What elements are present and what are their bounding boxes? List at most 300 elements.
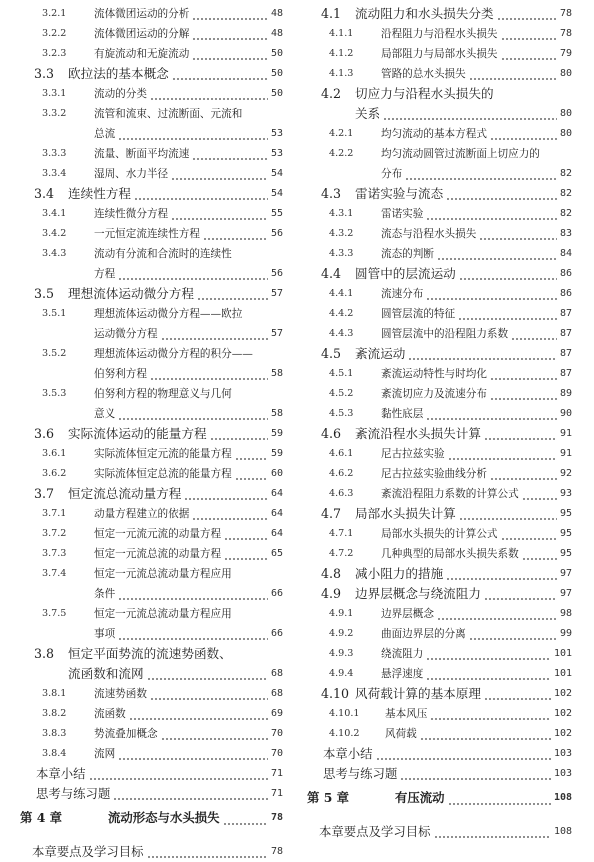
leader-dots	[459, 504, 557, 524]
page-number: 102	[553, 728, 572, 739]
section-number: 4.3.3	[329, 248, 354, 259]
section-number: 4.1.3	[329, 68, 354, 79]
toc-entry	[20, 744, 283, 764]
section-number: 4.7.1	[329, 528, 354, 539]
leader-dots	[192, 44, 268, 64]
toc-entry	[307, 584, 572, 604]
section-number: 3.8.1	[42, 688, 67, 699]
section-title: 实际流体恒定总流的能量方程	[94, 468, 232, 480]
section-number: 3.2.1	[42, 8, 67, 19]
leader-dots	[522, 544, 557, 564]
toc-entry	[307, 444, 572, 464]
toc-entry	[307, 504, 572, 524]
leader-dots	[172, 64, 268, 84]
section-title: 雷诺实验与流态	[355, 186, 444, 201]
page-number: 87	[559, 328, 572, 339]
leader-dots	[118, 624, 268, 644]
page-number: 54	[270, 188, 283, 199]
chapter-intro-entry	[307, 820, 572, 842]
page-number: 95	[559, 548, 572, 559]
section-title: 总流	[94, 128, 116, 140]
leader-dots	[118, 264, 268, 284]
toc-entry	[307, 124, 572, 144]
section-number: 第 5 章	[307, 790, 350, 805]
section-title: 悬浮速度	[381, 668, 424, 680]
section-number: 4.6.3	[329, 488, 354, 499]
leader-dots	[376, 744, 551, 764]
leader-dots	[426, 284, 557, 304]
section-number: 4.9.3	[329, 648, 354, 659]
leader-dots	[161, 324, 268, 344]
toc-entry	[307, 164, 572, 184]
page-number: 79	[559, 48, 572, 59]
section-title: 势流叠加概念	[94, 728, 158, 740]
page-number: 97	[559, 568, 572, 579]
section-title: 伯努利方程的物理意义与几何	[94, 388, 232, 400]
page-number: 82	[559, 188, 572, 199]
leader-dots	[511, 324, 557, 344]
toc-entry	[20, 704, 283, 724]
page-number: 80	[559, 128, 572, 139]
leader-dots	[437, 604, 557, 624]
leader-dots	[118, 124, 268, 144]
leader-dots	[420, 724, 551, 744]
section-title: 流动阻力和水头损失分类	[355, 6, 494, 21]
leader-dots	[192, 144, 268, 164]
section-title: 一元恒定流连续性方程	[94, 228, 200, 240]
page-number: 83	[559, 228, 572, 239]
section-title: 圆管层流的特征	[381, 308, 456, 320]
section-number: 3.2.3	[42, 48, 67, 59]
toc-entry	[20, 124, 283, 144]
toc-entry	[307, 564, 572, 584]
toc-entry	[20, 404, 283, 424]
section-number: 3.8.2	[42, 708, 67, 719]
page-number: 66	[270, 628, 283, 639]
section-title: 紊流沿程阻力系数的计算公式	[381, 488, 519, 500]
toc-entry	[20, 424, 283, 444]
section-number: 4.5.3	[329, 408, 354, 419]
section-title: 流态的判断	[381, 248, 434, 260]
section-number: 3.3	[34, 66, 55, 81]
section-title: 本章要点及学习目标	[32, 844, 144, 859]
section-number: 4.1.2	[329, 48, 354, 59]
page-number: 48	[270, 8, 283, 19]
section-number: 3.3.1	[42, 88, 67, 99]
leader-dots	[400, 764, 551, 784]
section-title: 关系	[355, 106, 381, 121]
leader-dots	[448, 444, 557, 464]
section-number: 4.5	[321, 346, 342, 361]
section-title: 流速分布	[381, 288, 424, 300]
leader-dots	[150, 684, 268, 704]
section-number: 3.4.3	[42, 248, 67, 259]
page-number: 64	[270, 488, 283, 499]
page-number: 84	[559, 248, 572, 259]
section-title: 基本风压	[385, 708, 428, 720]
page-number: 64	[270, 508, 283, 519]
leader-dots	[147, 842, 268, 862]
section-number: 4.6.2	[329, 468, 354, 479]
toc-entry	[307, 364, 572, 384]
section-number: 4.10.2	[329, 728, 360, 739]
section-title: 湿周、水力半径	[94, 168, 169, 180]
toc-entry	[20, 664, 283, 684]
section-number: 3.5.1	[42, 308, 67, 319]
toc-entry	[307, 344, 572, 364]
section-title: 运动微分方程	[94, 328, 158, 340]
toc-entry	[20, 364, 283, 384]
page-number: 71	[270, 768, 283, 779]
toc-entry	[307, 744, 572, 764]
section-number: 4.1.1	[329, 28, 354, 39]
toc-entry	[307, 724, 572, 744]
leader-dots	[490, 384, 557, 404]
section-number: 3.3.3	[42, 148, 67, 159]
section-title: 动量方程建立的依据	[94, 508, 190, 520]
leader-dots	[426, 404, 557, 424]
toc-entry	[307, 84, 572, 104]
leader-dots	[426, 644, 551, 664]
leader-dots	[150, 364, 268, 384]
leader-dots	[448, 784, 551, 812]
page-number: 91	[559, 448, 572, 459]
section-title: 流量、断面平均流速	[94, 148, 190, 160]
toc-entry	[307, 404, 572, 424]
toc-entry	[20, 344, 283, 364]
page-number: 95	[559, 528, 572, 539]
page-number: 99	[559, 628, 572, 639]
section-title: 流速势函数	[94, 688, 147, 700]
leader-dots	[469, 64, 557, 84]
section-title: 均匀流动的基本方程式	[381, 128, 487, 140]
section-title: 紊流运动	[355, 346, 406, 361]
section-title: 条件	[94, 588, 116, 600]
toc-entry	[307, 24, 572, 44]
section-title: 思考与练习题	[36, 786, 111, 801]
toc-entry	[20, 244, 283, 264]
section-title: 圆管层流中的沿程阻力系数	[381, 328, 509, 340]
section-number: 4.4	[321, 266, 342, 281]
section-title: 风荷载	[385, 728, 417, 740]
toc-entry	[307, 624, 572, 644]
page-number: 102	[553, 688, 572, 699]
section-number: 3.7.4	[42, 568, 67, 579]
section-number: 4.7	[321, 506, 342, 521]
leader-dots	[501, 524, 557, 544]
page-number: 78	[559, 8, 572, 19]
page-number: 48	[270, 28, 283, 39]
page-number: 68	[270, 688, 283, 699]
leader-dots	[501, 24, 557, 44]
page-number: 58	[270, 368, 283, 379]
leader-dots	[458, 304, 557, 324]
section-title: 方程	[94, 268, 116, 280]
section-title: 几种典型的局部水头损失系数	[381, 548, 519, 560]
toc-column-right	[307, 4, 572, 842]
section-title: 黏性底层	[381, 408, 424, 420]
toc-entry	[307, 4, 572, 24]
section-number: 4.5.2	[329, 388, 354, 399]
toc-entry	[307, 384, 572, 404]
section-title: 理想流体运动微分方程	[68, 286, 194, 301]
section-number: 3.3.2	[42, 108, 67, 119]
section-number: 4.3	[321, 186, 342, 201]
section-number: 4.7.2	[329, 548, 354, 559]
toc-entry	[20, 324, 283, 344]
leader-dots	[184, 484, 268, 504]
page-number: 70	[270, 728, 283, 739]
page-number: 56	[270, 268, 283, 279]
page-number: 50	[270, 68, 283, 79]
section-title: 流动形态与水头损失	[108, 810, 220, 825]
toc-entry	[307, 704, 572, 724]
page-number: 89	[559, 388, 572, 399]
leader-dots	[171, 204, 268, 224]
toc-entry	[307, 684, 572, 704]
toc-entry	[20, 44, 283, 64]
toc-entry	[307, 644, 572, 664]
toc-entry	[20, 644, 283, 664]
chapter-intro-entry	[20, 840, 283, 862]
section-number: 4.9.2	[329, 628, 354, 639]
page-number: 66	[270, 588, 283, 599]
page-number: 68	[270, 668, 283, 679]
page-number: 56	[270, 228, 283, 239]
leader-dots	[426, 664, 551, 684]
section-title: 理想流体运动微分方程的积分——	[94, 348, 253, 360]
page-number: 87	[559, 308, 572, 319]
page-number: 87	[559, 368, 572, 379]
section-number: 4.6.1	[329, 448, 354, 459]
leader-dots	[203, 224, 268, 244]
leader-dots	[210, 424, 268, 444]
leader-dots	[118, 404, 268, 424]
leader-dots	[469, 624, 557, 644]
toc-entry	[307, 664, 572, 684]
toc-entry	[307, 184, 572, 204]
section-number: 3.7.3	[42, 548, 67, 559]
leader-dots	[484, 584, 557, 604]
page-number: 95	[559, 508, 572, 519]
section-title: 意义	[94, 408, 116, 420]
section-title: 尼古拉兹实验	[381, 448, 445, 460]
section-title: 伯努利方程	[94, 368, 147, 380]
leader-dots	[113, 784, 268, 804]
leader-dots	[426, 204, 557, 224]
leader-dots	[224, 544, 268, 564]
page-number: 82	[559, 168, 572, 179]
toc-entry	[307, 604, 572, 624]
section-title: 流管和流束、过流断面、元流和	[94, 108, 243, 120]
page-number: 78	[270, 812, 283, 823]
toc-entry	[20, 64, 283, 84]
leader-dots	[129, 704, 268, 724]
toc-column-left	[20, 4, 283, 862]
section-number: 4.2.2	[329, 148, 354, 159]
toc-entry	[307, 524, 572, 544]
page-number: 80	[559, 108, 572, 119]
leader-dots	[484, 424, 557, 444]
section-number: 4.10	[321, 686, 350, 701]
section-title: 理想流体运动微分方程——欧拉	[94, 308, 243, 320]
page-number: 53	[270, 148, 283, 159]
page-number: 60	[270, 468, 283, 479]
toc-entry	[20, 104, 283, 124]
page-number: 80	[559, 68, 572, 79]
toc-entry	[20, 464, 283, 484]
section-title: 减小阻力的措施	[355, 566, 444, 581]
toc-entry	[20, 184, 283, 204]
page-number: 103	[553, 768, 572, 779]
page-number: 90	[559, 408, 572, 419]
toc-entry	[20, 564, 283, 584]
page-number: 69	[270, 708, 283, 719]
page-number: 102	[553, 708, 572, 719]
page-number: 54	[270, 168, 283, 179]
section-title: 局部阻力与局部水头损失	[381, 48, 498, 60]
leader-dots	[171, 164, 268, 184]
leader-dots	[192, 504, 268, 524]
page-number: 97	[559, 588, 572, 599]
page-number: 108	[553, 826, 572, 837]
leader-dots	[223, 804, 268, 832]
section-number: 3.7.5	[42, 608, 67, 619]
section-number: 3.6.2	[42, 468, 67, 479]
section-number: 3.8.3	[42, 728, 67, 739]
page-number: 103	[553, 748, 572, 759]
section-number: 第 4 章	[20, 810, 63, 825]
toc-entry	[20, 264, 283, 284]
toc-entry	[20, 604, 283, 624]
section-title: 流体微团运动的分解	[94, 28, 190, 40]
section-number: 3.7	[34, 486, 55, 501]
section-title: 本章小结	[323, 746, 373, 761]
section-title: 圆管中的层流运动	[355, 266, 456, 281]
section-title: 流体微团运动的分析	[94, 8, 190, 20]
toc-entry	[20, 284, 283, 304]
toc-entry	[20, 304, 283, 324]
section-title: 风荷载计算的基本原理	[355, 686, 481, 701]
section-number: 3.8	[34, 646, 55, 661]
leader-dots	[118, 744, 268, 764]
section-title: 均匀流动圆管过流断面上切应力的	[381, 148, 540, 160]
leader-dots	[408, 344, 557, 364]
section-title: 边界层概念与绕流阻力	[355, 586, 481, 601]
leader-dots	[235, 444, 268, 464]
toc-entry	[307, 324, 572, 344]
toc-entry	[307, 464, 572, 484]
leader-dots	[490, 364, 557, 384]
toc-entry	[20, 724, 283, 744]
section-number: 4.4.3	[329, 328, 354, 339]
section-title: 流动有分流和合流时的连续性	[94, 248, 232, 260]
section-title: 恒定一元流总流的动量方程	[94, 548, 222, 560]
toc-entry	[307, 224, 572, 244]
section-title: 绕流阻力	[381, 648, 424, 660]
section-number: 3.4.2	[42, 228, 67, 239]
section-title: 思考与练习题	[323, 766, 398, 781]
section-number: 4.10.1	[329, 708, 360, 719]
section-title: 紊流运动特性与时均化	[381, 368, 487, 380]
section-title: 恒定平面势流的流速势函数、	[68, 646, 232, 661]
page-number: 58	[270, 408, 283, 419]
toc-entry	[20, 524, 283, 544]
section-number: 4.4.2	[329, 308, 354, 319]
section-number: 3.5	[34, 286, 55, 301]
toc-entry	[20, 684, 283, 704]
leader-dots	[501, 44, 557, 64]
page-number: 78	[270, 846, 283, 857]
leader-dots	[459, 264, 557, 284]
section-title: 恒定一元流元流的动量方程	[94, 528, 222, 540]
section-title: 管路的总水头损失	[381, 68, 466, 80]
toc-entry	[20, 764, 283, 784]
toc-entry	[307, 244, 572, 264]
leader-dots	[484, 684, 551, 704]
toc-entry	[307, 44, 572, 64]
section-number: 4.2.1	[329, 128, 354, 139]
section-title: 局部水头损失计算	[355, 506, 456, 521]
leader-dots	[522, 484, 557, 504]
leader-dots	[235, 464, 268, 484]
section-title: 沿程阻力与沿程水头损失	[381, 28, 498, 40]
section-number: 4.4.1	[329, 288, 354, 299]
section-number: 3.5.3	[42, 388, 67, 399]
leader-dots	[479, 224, 557, 244]
leader-dots	[197, 284, 268, 304]
section-number: 4.3.2	[329, 228, 354, 239]
section-number: 3.6.1	[42, 448, 67, 459]
page-number: 55	[270, 208, 283, 219]
section-title: 连续性方程	[68, 186, 131, 201]
page-number: 87	[559, 348, 572, 359]
toc-entry	[20, 84, 283, 104]
section-title: 连续性微分方程	[94, 208, 169, 220]
page-number: 50	[270, 88, 283, 99]
leader-dots	[430, 704, 551, 724]
leader-dots	[437, 244, 557, 264]
section-title: 有压流动	[395, 790, 445, 805]
toc-entry	[20, 504, 283, 524]
leader-dots	[224, 524, 268, 544]
leader-dots	[147, 664, 268, 684]
section-title: 本章要点及学习目标	[319, 824, 431, 839]
leader-dots	[89, 764, 268, 784]
page-number: 64	[270, 528, 283, 539]
leader-dots	[192, 24, 268, 44]
section-title: 流函数和流网	[68, 666, 144, 681]
section-number: 3.4.1	[42, 208, 67, 219]
section-number: 3.6	[34, 426, 55, 441]
section-number: 4.9.4	[329, 668, 354, 679]
leader-dots	[497, 4, 557, 24]
leader-dots	[490, 464, 557, 484]
toc-entry	[20, 384, 283, 404]
section-title: 流动的分类	[94, 88, 147, 100]
page-number: 98	[559, 608, 572, 619]
section-title: 尼古拉兹实验曲线分析	[381, 468, 487, 480]
toc-entry	[20, 224, 283, 244]
leader-dots	[150, 84, 268, 104]
section-number: 3.7.2	[42, 528, 67, 539]
section-title: 分布	[381, 168, 403, 180]
toc-entry	[307, 544, 572, 564]
section-number: 3.3.4	[42, 168, 67, 179]
section-number: 4.5.1	[329, 368, 354, 379]
page-number: 82	[559, 208, 572, 219]
toc-entry	[307, 304, 572, 324]
